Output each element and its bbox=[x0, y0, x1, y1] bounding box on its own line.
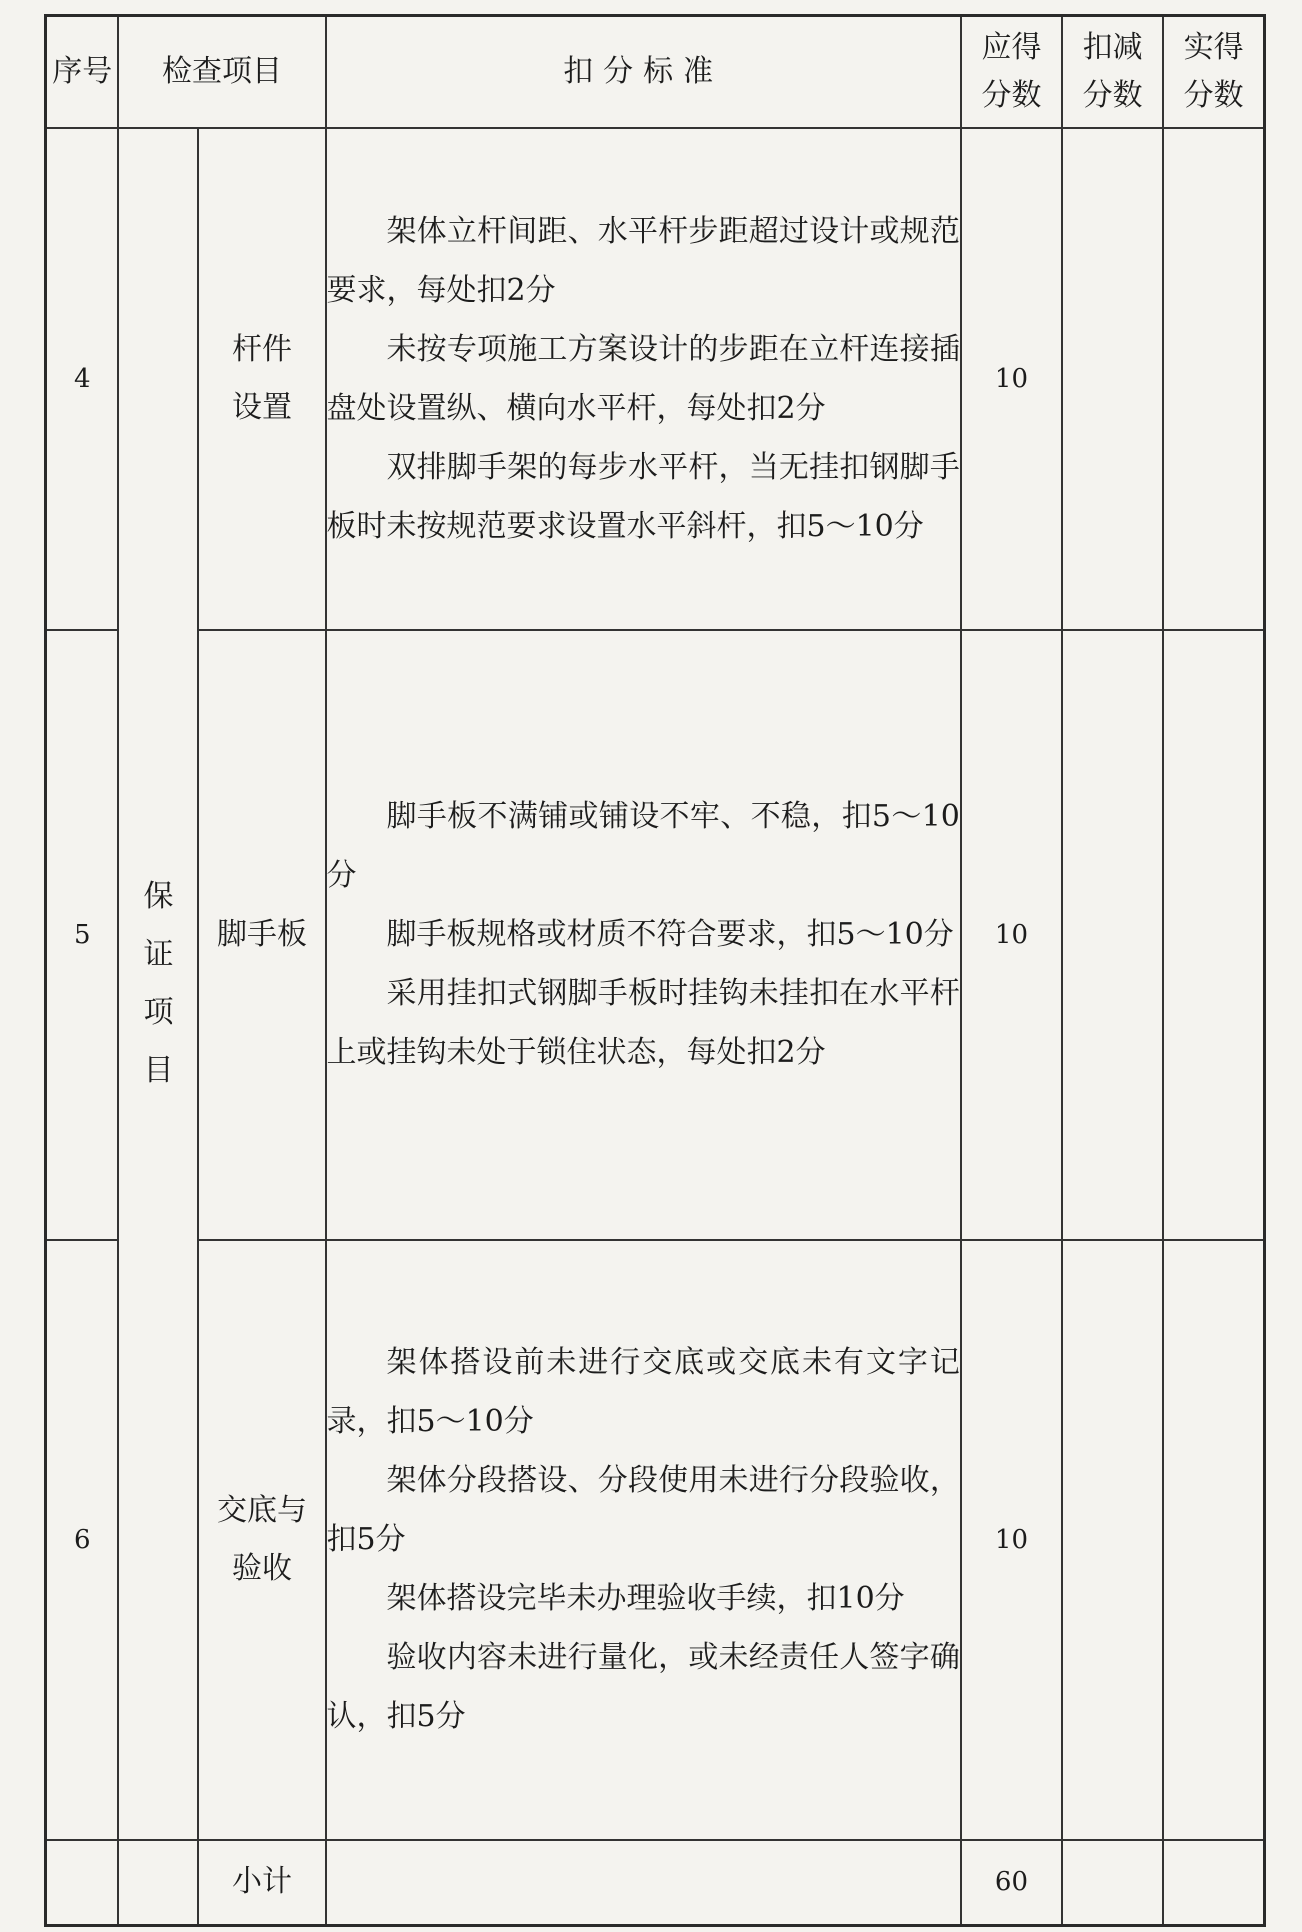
row-due-score: 10 bbox=[961, 128, 1062, 630]
row-due-score: 10 bbox=[961, 1240, 1062, 1840]
subtotal-label: 小计 bbox=[198, 1840, 325, 1926]
header-deduct-score bbox=[1062, 16, 1163, 128]
header-actual-line2: 分数 bbox=[1183, 77, 1244, 113]
header-due-score bbox=[961, 16, 1062, 128]
row-seq: 5 bbox=[46, 630, 119, 1240]
deduction-rule: 双排脚手架的每步水平杆，当无挂扣钢脚手板时未按规范要求设置水平斜杆，扣5～10分 bbox=[326, 449, 960, 544]
deduction-rule: 脚手板不满铺或铺设不牢、不稳，扣5～10分 bbox=[326, 799, 960, 893]
table-row bbox=[46, 1240, 1265, 1840]
table-row bbox=[46, 128, 1265, 630]
row-standard bbox=[326, 128, 961, 630]
subtotal-group bbox=[118, 1840, 198, 1926]
row-actual-score bbox=[1163, 128, 1264, 630]
row-due-score: 10 bbox=[961, 630, 1062, 1240]
header-check-item: 检查项目 bbox=[118, 16, 325, 128]
header-due-line2: 分数 bbox=[981, 77, 1042, 113]
subtotal-seq bbox=[46, 1840, 119, 1926]
inspection-table bbox=[44, 14, 1266, 1927]
header-actual-score bbox=[1163, 16, 1264, 128]
row-deduct-score bbox=[1062, 1240, 1163, 1840]
row-check-item: 脚手板 bbox=[198, 630, 325, 1240]
row-standard bbox=[326, 1240, 961, 1840]
deduction-rule: 验收内容未进行量化，或未经责任人签字确认，扣5分 bbox=[326, 1640, 960, 1734]
subtotal-standard bbox=[326, 1840, 961, 1926]
header-due-line1: 应得 bbox=[981, 29, 1042, 65]
row-deduct-score bbox=[1062, 630, 1163, 1240]
header-seq: 序号 bbox=[46, 16, 119, 128]
group-label: 保 证 项 目 bbox=[118, 128, 198, 1840]
row-standard bbox=[326, 630, 961, 1240]
table-header-row bbox=[46, 16, 1265, 128]
row-seq: 4 bbox=[46, 128, 119, 630]
subtotal-deduct-score bbox=[1062, 1840, 1163, 1926]
row-check-item: 交底与 验收 bbox=[198, 1240, 325, 1840]
header-deduct-line2: 分数 bbox=[1082, 77, 1143, 113]
deduction-rule: 脚手板规格或材质不符合要求，扣5～10分 bbox=[386, 917, 954, 952]
row-seq: 6 bbox=[46, 1240, 119, 1840]
header-deduct-line1: 扣减 bbox=[1082, 29, 1143, 65]
header-standard: 扣分标准 bbox=[326, 16, 961, 128]
subtotal-actual-score bbox=[1163, 1840, 1264, 1926]
deduction-rule: 采用挂扣式钢脚手板时挂钩未挂扣在水平杆上或挂钩未处于锁住状态，每处扣2分 bbox=[326, 976, 960, 1070]
row-actual-score bbox=[1163, 1240, 1264, 1840]
deduction-rule: 架体分段搭设、分段使用未进行分段验收，扣5分 bbox=[326, 1463, 960, 1557]
deduction-rule: 架体搭设完毕未办理验收手续，扣10分 bbox=[386, 1581, 905, 1616]
subtotal-row bbox=[46, 1840, 1265, 1926]
deduction-rule: 架体立杆间距、水平杆步距超过设计或规范要求，每处扣2分 bbox=[326, 213, 960, 308]
deduction-rule: 架体搭设前未进行交底或交底未有文字记录，扣5～10分 bbox=[326, 1345, 960, 1439]
row-check-item: 杆件 设置 bbox=[198, 128, 325, 630]
row-actual-score bbox=[1163, 630, 1264, 1240]
header-actual-line1: 实得 bbox=[1183, 29, 1244, 65]
table-row bbox=[46, 630, 1265, 1240]
row-deduct-score bbox=[1062, 128, 1163, 630]
deduction-rule: 未按专项施工方案设计的步距在立杆连接插盘处设置纵、横向水平杆，每处扣2分 bbox=[326, 331, 960, 426]
subtotal-due-score: 60 bbox=[961, 1840, 1062, 1926]
